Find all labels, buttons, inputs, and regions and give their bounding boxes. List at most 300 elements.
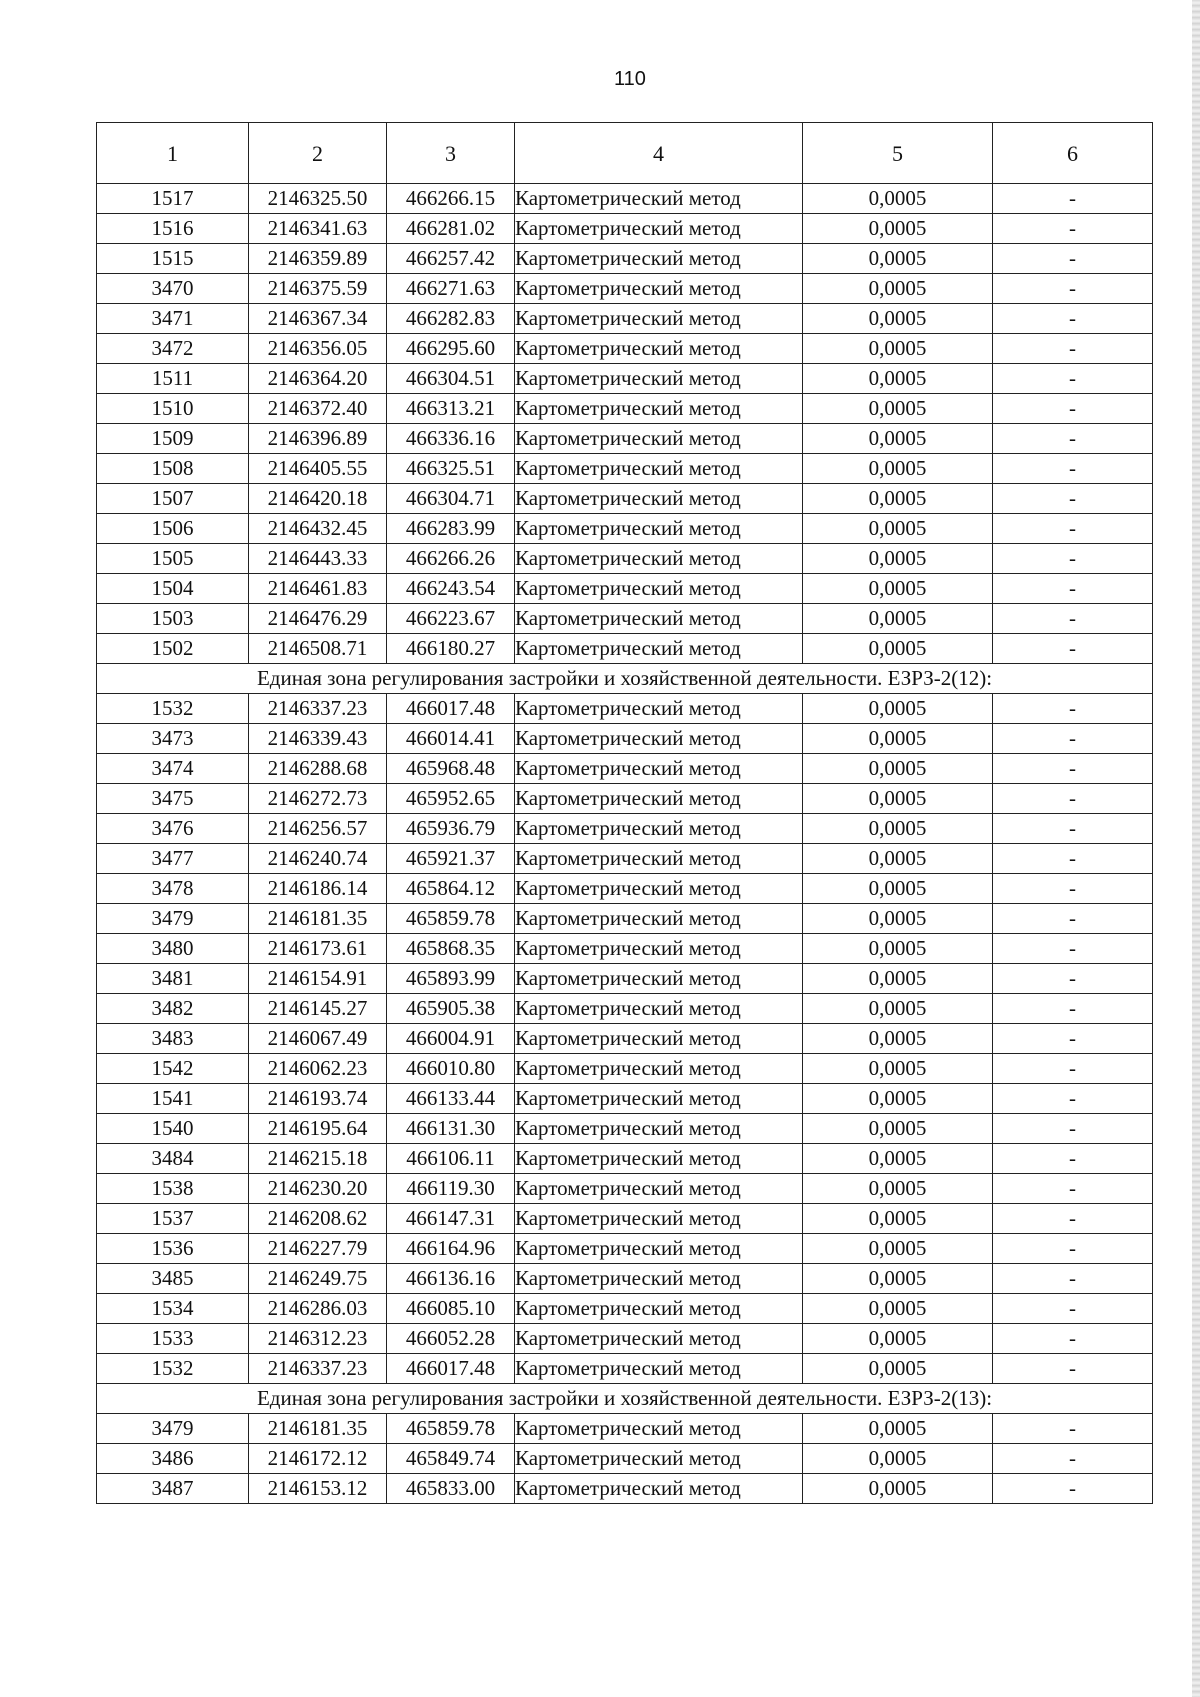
table-row bbox=[97, 1324, 1153, 1354]
point-number-cell: 1516 bbox=[97, 214, 249, 244]
description-cell: - bbox=[993, 874, 1153, 904]
x-coordinate-cell: 2146256.57 bbox=[249, 814, 387, 844]
y-coordinate-cell: 466304.51 bbox=[387, 364, 515, 394]
point-number-cell: 1506 bbox=[97, 514, 249, 544]
x-coordinate-cell: 2146173.61 bbox=[249, 934, 387, 964]
description-cell: - bbox=[993, 1084, 1153, 1114]
point-number-cell: 3470 bbox=[97, 274, 249, 304]
y-coordinate-cell: 465936.79 bbox=[387, 814, 515, 844]
description-cell: - bbox=[993, 214, 1153, 244]
table-row bbox=[97, 694, 1153, 724]
y-coordinate-cell: 465833.00 bbox=[387, 1474, 515, 1504]
x-coordinate-cell: 2146420.18 bbox=[249, 484, 387, 514]
method-cell: Картометрический метод bbox=[515, 394, 803, 424]
point-number-cell: 1511 bbox=[97, 364, 249, 394]
accuracy-cell: 0,0005 bbox=[803, 1474, 993, 1504]
method-cell: Картометрический метод bbox=[515, 874, 803, 904]
description-cell: - bbox=[993, 1144, 1153, 1174]
x-coordinate-cell: 2146443.33 bbox=[249, 544, 387, 574]
point-number-cell: 3484 bbox=[97, 1144, 249, 1174]
point-number-cell: 3478 bbox=[97, 874, 249, 904]
table-row bbox=[97, 754, 1153, 784]
x-coordinate-cell: 2146359.89 bbox=[249, 244, 387, 274]
x-coordinate-cell: 2146356.05 bbox=[249, 334, 387, 364]
zone-title-row bbox=[97, 1384, 1153, 1414]
point-number-cell: 1504 bbox=[97, 574, 249, 604]
table-row bbox=[97, 934, 1153, 964]
table-row bbox=[97, 994, 1153, 1024]
method-cell: Картометрический метод bbox=[515, 1024, 803, 1054]
method-cell: Картометрический метод bbox=[515, 1414, 803, 1444]
table-row bbox=[97, 1354, 1153, 1384]
y-coordinate-cell: 465859.78 bbox=[387, 904, 515, 934]
point-number-cell: 3479 bbox=[97, 904, 249, 934]
method-cell: Картометрический метод bbox=[515, 634, 803, 664]
point-number-cell: 3472 bbox=[97, 334, 249, 364]
accuracy-cell: 0,0005 bbox=[803, 1414, 993, 1444]
description-cell: - bbox=[993, 1174, 1153, 1204]
accuracy-cell: 0,0005 bbox=[803, 484, 993, 514]
accuracy-cell: 0,0005 bbox=[803, 274, 993, 304]
y-coordinate-cell: 466243.54 bbox=[387, 574, 515, 604]
description-cell: - bbox=[993, 1414, 1153, 1444]
accuracy-cell: 0,0005 bbox=[803, 964, 993, 994]
method-cell: Картометрический метод bbox=[515, 1084, 803, 1114]
x-coordinate-cell: 2146367.34 bbox=[249, 304, 387, 334]
table-row bbox=[97, 214, 1153, 244]
method-cell: Картометрический метод bbox=[515, 1144, 803, 1174]
table-row bbox=[97, 604, 1153, 634]
table-row bbox=[97, 904, 1153, 934]
table-body bbox=[97, 184, 1153, 1504]
table-row bbox=[97, 874, 1153, 904]
table-row bbox=[97, 1414, 1153, 1444]
accuracy-cell: 0,0005 bbox=[803, 574, 993, 604]
description-cell: - bbox=[993, 1444, 1153, 1474]
method-cell: Картометрический метод bbox=[515, 814, 803, 844]
description-cell: - bbox=[993, 1054, 1153, 1084]
point-number-cell: 1505 bbox=[97, 544, 249, 574]
point-number-cell: 1537 bbox=[97, 1204, 249, 1234]
description-cell: - bbox=[993, 1114, 1153, 1144]
y-coordinate-cell: 466271.63 bbox=[387, 274, 515, 304]
description-cell: - bbox=[993, 634, 1153, 664]
accuracy-cell: 0,0005 bbox=[803, 844, 993, 874]
method-cell: Картометрический метод bbox=[515, 1234, 803, 1264]
description-cell: - bbox=[993, 994, 1153, 1024]
column-header-2: 2 bbox=[249, 123, 387, 184]
point-number-cell: 3485 bbox=[97, 1264, 249, 1294]
x-coordinate-cell: 2146145.27 bbox=[249, 994, 387, 1024]
y-coordinate-cell: 466281.02 bbox=[387, 214, 515, 244]
y-coordinate-cell: 465921.37 bbox=[387, 844, 515, 874]
method-cell: Картометрический метод bbox=[515, 304, 803, 334]
accuracy-cell: 0,0005 bbox=[803, 184, 993, 214]
x-coordinate-cell: 2146461.83 bbox=[249, 574, 387, 604]
accuracy-cell: 0,0005 bbox=[803, 1354, 993, 1384]
y-coordinate-cell: 466147.31 bbox=[387, 1204, 515, 1234]
y-coordinate-cell: 466257.42 bbox=[387, 244, 515, 274]
description-cell: - bbox=[993, 334, 1153, 364]
description-cell: - bbox=[993, 184, 1153, 214]
y-coordinate-cell: 466119.30 bbox=[387, 1174, 515, 1204]
table-row bbox=[97, 184, 1153, 214]
y-coordinate-cell: 466164.96 bbox=[387, 1234, 515, 1264]
point-number-cell: 1532 bbox=[97, 694, 249, 724]
point-number-cell: 3482 bbox=[97, 994, 249, 1024]
method-cell: Картометрический метод bbox=[515, 484, 803, 514]
accuracy-cell: 0,0005 bbox=[803, 1204, 993, 1234]
y-coordinate-cell: 466223.67 bbox=[387, 604, 515, 634]
method-cell: Картометрический метод bbox=[515, 934, 803, 964]
y-coordinate-cell: 466106.11 bbox=[387, 1144, 515, 1174]
point-number-cell: 1502 bbox=[97, 634, 249, 664]
accuracy-cell: 0,0005 bbox=[803, 244, 993, 274]
y-coordinate-cell: 466313.21 bbox=[387, 394, 515, 424]
table-row bbox=[97, 1294, 1153, 1324]
table-row bbox=[97, 1444, 1153, 1474]
method-cell: Картометрический метод bbox=[515, 1114, 803, 1144]
x-coordinate-cell: 2146476.29 bbox=[249, 604, 387, 634]
point-number-cell: 1542 bbox=[97, 1054, 249, 1084]
accuracy-cell: 0,0005 bbox=[803, 394, 993, 424]
x-coordinate-cell: 2146286.03 bbox=[249, 1294, 387, 1324]
x-coordinate-cell: 2146227.79 bbox=[249, 1234, 387, 1264]
description-cell: - bbox=[993, 1474, 1153, 1504]
description-cell: - bbox=[993, 814, 1153, 844]
table-row bbox=[97, 454, 1153, 484]
x-coordinate-cell: 2146240.74 bbox=[249, 844, 387, 874]
table-row bbox=[97, 1054, 1153, 1084]
column-header-4: 4 bbox=[515, 123, 803, 184]
description-cell: - bbox=[993, 304, 1153, 334]
table-row bbox=[97, 844, 1153, 874]
method-cell: Картометрический метод bbox=[515, 1474, 803, 1504]
point-number-cell: 3473 bbox=[97, 724, 249, 754]
description-cell: - bbox=[993, 274, 1153, 304]
description-cell: - bbox=[993, 844, 1153, 874]
x-coordinate-cell: 2146396.89 bbox=[249, 424, 387, 454]
x-coordinate-cell: 2146153.12 bbox=[249, 1474, 387, 1504]
x-coordinate-cell: 2146325.50 bbox=[249, 184, 387, 214]
table-row bbox=[97, 394, 1153, 424]
accuracy-cell: 0,0005 bbox=[803, 1234, 993, 1264]
method-cell: Картометрический метод bbox=[515, 1444, 803, 1474]
table-row bbox=[97, 1084, 1153, 1114]
y-coordinate-cell: 466131.30 bbox=[387, 1114, 515, 1144]
method-cell: Картометрический метод bbox=[515, 1054, 803, 1084]
x-coordinate-cell: 2146181.35 bbox=[249, 1414, 387, 1444]
x-coordinate-cell: 2146341.63 bbox=[249, 214, 387, 244]
description-cell: - bbox=[993, 454, 1153, 484]
method-cell: Картометрический метод bbox=[515, 1354, 803, 1384]
accuracy-cell: 0,0005 bbox=[803, 904, 993, 934]
accuracy-cell: 0,0005 bbox=[803, 1174, 993, 1204]
method-cell: Картометрический метод bbox=[515, 754, 803, 784]
description-cell: - bbox=[993, 1264, 1153, 1294]
x-coordinate-cell: 2146272.73 bbox=[249, 784, 387, 814]
x-coordinate-cell: 2146364.20 bbox=[249, 364, 387, 394]
y-coordinate-cell: 466304.71 bbox=[387, 484, 515, 514]
table-row bbox=[97, 304, 1153, 334]
x-coordinate-cell: 2146195.64 bbox=[249, 1114, 387, 1144]
description-cell: - bbox=[993, 724, 1153, 754]
method-cell: Картометрический метод bbox=[515, 1264, 803, 1294]
x-coordinate-cell: 2146154.91 bbox=[249, 964, 387, 994]
y-coordinate-cell: 466325.51 bbox=[387, 454, 515, 484]
point-number-cell: 3479 bbox=[97, 1414, 249, 1444]
x-coordinate-cell: 2146193.74 bbox=[249, 1084, 387, 1114]
table-row bbox=[97, 544, 1153, 574]
accuracy-cell: 0,0005 bbox=[803, 544, 993, 574]
y-coordinate-cell: 466052.28 bbox=[387, 1324, 515, 1354]
x-coordinate-cell: 2146067.49 bbox=[249, 1024, 387, 1054]
description-cell: - bbox=[993, 694, 1153, 724]
method-cell: Картометрический метод bbox=[515, 544, 803, 574]
y-coordinate-cell: 465849.74 bbox=[387, 1444, 515, 1474]
table-row bbox=[97, 1174, 1153, 1204]
table-row bbox=[97, 784, 1153, 814]
point-number-cell: 1540 bbox=[97, 1114, 249, 1144]
x-coordinate-cell: 2146337.23 bbox=[249, 1354, 387, 1384]
x-coordinate-cell: 2146062.23 bbox=[249, 1054, 387, 1084]
description-cell: - bbox=[993, 544, 1153, 574]
y-coordinate-cell: 466133.44 bbox=[387, 1084, 515, 1114]
table-row bbox=[97, 814, 1153, 844]
point-number-cell: 1515 bbox=[97, 244, 249, 274]
column-header-3: 3 bbox=[387, 123, 515, 184]
y-coordinate-cell: 466180.27 bbox=[387, 634, 515, 664]
method-cell: Картометрический метод bbox=[515, 1174, 803, 1204]
y-coordinate-cell: 465864.12 bbox=[387, 874, 515, 904]
x-coordinate-cell: 2146432.45 bbox=[249, 514, 387, 544]
description-cell: - bbox=[993, 394, 1153, 424]
description-cell: - bbox=[993, 904, 1153, 934]
y-coordinate-cell: 465893.99 bbox=[387, 964, 515, 994]
description-cell: - bbox=[993, 364, 1153, 394]
method-cell: Картометрический метод bbox=[515, 724, 803, 754]
description-cell: - bbox=[993, 574, 1153, 604]
method-cell: Картометрический метод bbox=[515, 964, 803, 994]
table-row bbox=[97, 274, 1153, 304]
table-row bbox=[97, 1144, 1153, 1174]
y-coordinate-cell: 465968.48 bbox=[387, 754, 515, 784]
description-cell: - bbox=[993, 754, 1153, 784]
method-cell: Картометрический метод bbox=[515, 214, 803, 244]
point-number-cell: 1510 bbox=[97, 394, 249, 424]
point-number-cell: 1538 bbox=[97, 1174, 249, 1204]
method-cell: Картометрический метод bbox=[515, 1204, 803, 1234]
column-header-6: 6 bbox=[993, 123, 1153, 184]
point-number-cell: 3486 bbox=[97, 1444, 249, 1474]
column-header-1: 1 bbox=[97, 123, 249, 184]
method-cell: Картометрический метод bbox=[515, 424, 803, 454]
accuracy-cell: 0,0005 bbox=[803, 604, 993, 634]
y-coordinate-cell: 466282.83 bbox=[387, 304, 515, 334]
point-number-cell: 3474 bbox=[97, 754, 249, 784]
y-coordinate-cell: 466266.26 bbox=[387, 544, 515, 574]
x-coordinate-cell: 2146215.18 bbox=[249, 1144, 387, 1174]
accuracy-cell: 0,0005 bbox=[803, 634, 993, 664]
x-coordinate-cell: 2146230.20 bbox=[249, 1174, 387, 1204]
y-coordinate-cell: 465905.38 bbox=[387, 994, 515, 1024]
table-row bbox=[97, 634, 1153, 664]
y-coordinate-cell: 466017.48 bbox=[387, 1354, 515, 1384]
method-cell: Картометрический метод bbox=[515, 694, 803, 724]
page-number: 110 bbox=[614, 68, 646, 90]
coordinates-table bbox=[96, 122, 1153, 1504]
description-cell: - bbox=[993, 1354, 1153, 1384]
accuracy-cell: 0,0005 bbox=[803, 724, 993, 754]
point-number-cell: 3487 bbox=[97, 1474, 249, 1504]
method-cell: Картометрический метод bbox=[515, 1294, 803, 1324]
accuracy-cell: 0,0005 bbox=[803, 994, 993, 1024]
table-row bbox=[97, 1114, 1153, 1144]
description-cell: - bbox=[993, 1294, 1153, 1324]
accuracy-cell: 0,0005 bbox=[803, 1264, 993, 1294]
y-coordinate-cell: 466014.41 bbox=[387, 724, 515, 754]
method-cell: Картометрический метод bbox=[515, 454, 803, 484]
y-coordinate-cell: 466010.80 bbox=[387, 1054, 515, 1084]
description-cell: - bbox=[993, 244, 1153, 274]
accuracy-cell: 0,0005 bbox=[803, 1024, 993, 1054]
x-coordinate-cell: 2146337.23 bbox=[249, 694, 387, 724]
table-row bbox=[97, 964, 1153, 994]
accuracy-cell: 0,0005 bbox=[803, 514, 993, 544]
y-coordinate-cell: 466283.99 bbox=[387, 514, 515, 544]
point-number-cell: 3475 bbox=[97, 784, 249, 814]
table-row bbox=[97, 1264, 1153, 1294]
accuracy-cell: 0,0005 bbox=[803, 1294, 993, 1324]
description-cell: - bbox=[993, 1024, 1153, 1054]
point-number-cell: 3476 bbox=[97, 814, 249, 844]
method-cell: Картометрический метод bbox=[515, 364, 803, 394]
point-number-cell: 1509 bbox=[97, 424, 249, 454]
y-coordinate-cell: 466336.16 bbox=[387, 424, 515, 454]
description-cell: - bbox=[993, 964, 1153, 994]
scan-edge bbox=[1192, 0, 1200, 1697]
x-coordinate-cell: 2146208.62 bbox=[249, 1204, 387, 1234]
y-coordinate-cell: 465868.35 bbox=[387, 934, 515, 964]
point-number-cell: 1541 bbox=[97, 1084, 249, 1114]
method-cell: Картометрический метод bbox=[515, 604, 803, 634]
point-number-cell: 1517 bbox=[97, 184, 249, 214]
table-row bbox=[97, 1024, 1153, 1054]
method-cell: Картометрический метод bbox=[515, 574, 803, 604]
accuracy-cell: 0,0005 bbox=[803, 784, 993, 814]
y-coordinate-cell: 466295.60 bbox=[387, 334, 515, 364]
y-coordinate-cell: 466266.15 bbox=[387, 184, 515, 214]
description-cell: - bbox=[993, 424, 1153, 454]
point-number-cell: 1507 bbox=[97, 484, 249, 514]
point-number-cell: 3480 bbox=[97, 934, 249, 964]
accuracy-cell: 0,0005 bbox=[803, 1054, 993, 1084]
zone-title: Единая зона регулирования застройки и хозяйственной деятельности. ЕЗРЗ-2(13): bbox=[97, 1384, 1153, 1414]
x-coordinate-cell: 2146508.71 bbox=[249, 634, 387, 664]
accuracy-cell: 0,0005 bbox=[803, 754, 993, 784]
description-cell: - bbox=[993, 784, 1153, 814]
point-number-cell: 1532 bbox=[97, 1354, 249, 1384]
x-coordinate-cell: 2146375.59 bbox=[249, 274, 387, 304]
y-coordinate-cell: 466085.10 bbox=[387, 1294, 515, 1324]
zone-title: Единая зона регулирования застройки и хозяйственной деятельности. ЕЗРЗ-2(12): bbox=[97, 664, 1153, 694]
x-coordinate-cell: 2146339.43 bbox=[249, 724, 387, 754]
table-row bbox=[97, 1474, 1153, 1504]
method-cell: Картометрический метод bbox=[515, 1324, 803, 1354]
method-cell: Картометрический метод bbox=[515, 844, 803, 874]
table-row bbox=[97, 334, 1153, 364]
accuracy-cell: 0,0005 bbox=[803, 1444, 993, 1474]
table-row bbox=[97, 364, 1153, 394]
table-row bbox=[97, 1234, 1153, 1264]
method-cell: Картометрический метод bbox=[515, 334, 803, 364]
table-row bbox=[97, 514, 1153, 544]
method-cell: Картометрический метод bbox=[515, 904, 803, 934]
table-row bbox=[97, 424, 1153, 454]
zone-title-row bbox=[97, 664, 1153, 694]
method-cell: Картометрический метод bbox=[515, 994, 803, 1024]
point-number-cell: 3477 bbox=[97, 844, 249, 874]
point-number-cell: 3481 bbox=[97, 964, 249, 994]
point-number-cell: 1533 bbox=[97, 1324, 249, 1354]
y-coordinate-cell: 466004.91 bbox=[387, 1024, 515, 1054]
y-coordinate-cell: 465859.78 bbox=[387, 1414, 515, 1444]
table-row bbox=[97, 244, 1153, 274]
accuracy-cell: 0,0005 bbox=[803, 814, 993, 844]
description-cell: - bbox=[993, 1324, 1153, 1354]
table-row bbox=[97, 484, 1153, 514]
point-number-cell: 1534 bbox=[97, 1294, 249, 1324]
y-coordinate-cell: 466017.48 bbox=[387, 694, 515, 724]
accuracy-cell: 0,0005 bbox=[803, 874, 993, 904]
point-number-cell: 3471 bbox=[97, 304, 249, 334]
accuracy-cell: 0,0005 bbox=[803, 1084, 993, 1114]
method-cell: Картометрический метод bbox=[515, 244, 803, 274]
accuracy-cell: 0,0005 bbox=[803, 304, 993, 334]
accuracy-cell: 0,0005 bbox=[803, 364, 993, 394]
table-header-row bbox=[97, 123, 1153, 184]
point-number-cell: 1503 bbox=[97, 604, 249, 634]
accuracy-cell: 0,0005 bbox=[803, 1144, 993, 1174]
y-coordinate-cell: 465952.65 bbox=[387, 784, 515, 814]
method-cell: Картометрический метод bbox=[515, 184, 803, 214]
description-cell: - bbox=[993, 1234, 1153, 1264]
x-coordinate-cell: 2146312.23 bbox=[249, 1324, 387, 1354]
accuracy-cell: 0,0005 bbox=[803, 214, 993, 244]
accuracy-cell: 0,0005 bbox=[803, 424, 993, 454]
x-coordinate-cell: 2146249.75 bbox=[249, 1264, 387, 1294]
accuracy-cell: 0,0005 bbox=[803, 454, 993, 484]
method-cell: Картометрический метод bbox=[515, 274, 803, 304]
method-cell: Картометрический метод bbox=[515, 514, 803, 544]
x-coordinate-cell: 2146372.40 bbox=[249, 394, 387, 424]
point-number-cell: 1536 bbox=[97, 1234, 249, 1264]
table-row bbox=[97, 724, 1153, 754]
accuracy-cell: 0,0005 bbox=[803, 334, 993, 364]
y-coordinate-cell: 466136.16 bbox=[387, 1264, 515, 1294]
description-cell: - bbox=[993, 514, 1153, 544]
x-coordinate-cell: 2146181.35 bbox=[249, 904, 387, 934]
table-row bbox=[97, 574, 1153, 604]
description-cell: - bbox=[993, 1204, 1153, 1234]
accuracy-cell: 0,0005 bbox=[803, 694, 993, 724]
x-coordinate-cell: 2146405.55 bbox=[249, 454, 387, 484]
column-header-5: 5 bbox=[803, 123, 993, 184]
x-coordinate-cell: 2146186.14 bbox=[249, 874, 387, 904]
accuracy-cell: 0,0005 bbox=[803, 934, 993, 964]
accuracy-cell: 0,0005 bbox=[803, 1324, 993, 1354]
x-coordinate-cell: 2146172.12 bbox=[249, 1444, 387, 1474]
